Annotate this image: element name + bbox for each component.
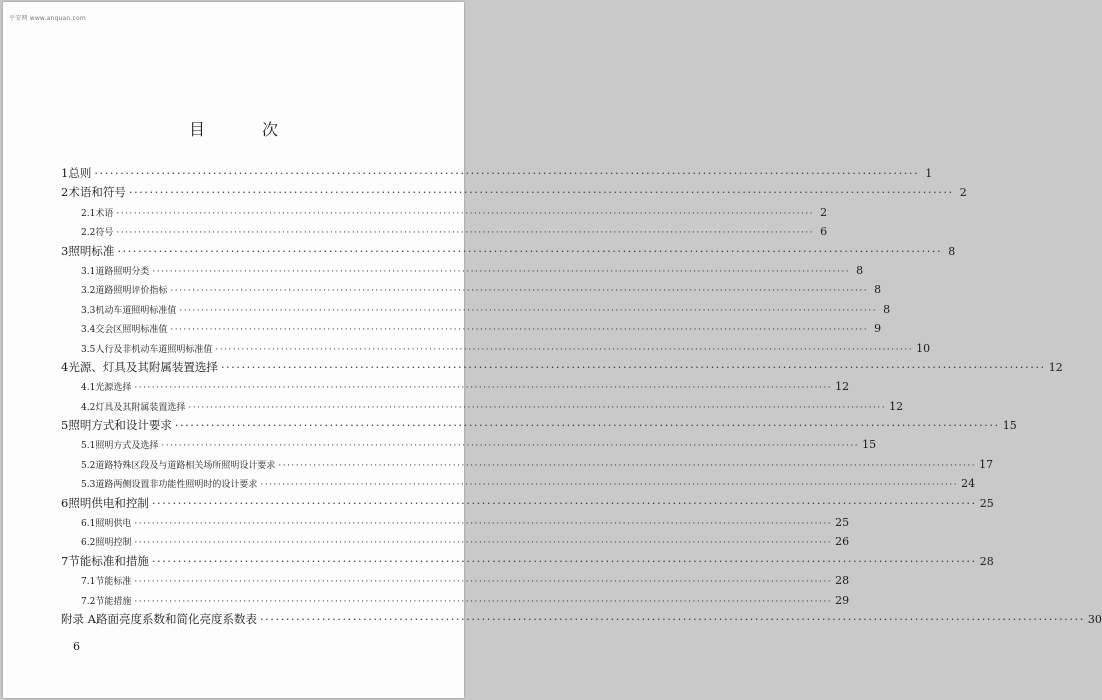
toc-entry-page: 8 [948,244,956,258]
toc-entry-number: 6.1 [81,519,96,530]
toc-entry[interactable] [61,377,850,396]
watermark-text: 平安网 www.anquan.com [9,15,86,22]
toc-entry-number: 7 [61,553,69,568]
toc-leader-dots: ································································································································································ [117,243,943,258]
toc-entry-number: 4.1 [81,383,96,394]
toc-entry[interactable] [61,591,850,610]
toc-entry[interactable] [61,455,994,474]
toc-leader-dots: ································································································································································ [151,495,977,510]
toc-entry-label: 道路两侧设置非功能性照明时的设计要求 [95,480,258,491]
toc-entry-label: 节能标准 [95,577,132,588]
toc-entry-page: 2 [959,186,967,200]
toc-entry-number: 6 [61,495,69,510]
toc-entry-page: 24 [961,477,976,491]
toc-entry-label: 节能标准和措施 [68,553,149,568]
toc-entry-page: 10 [916,341,931,355]
toc-leader-dots: ································································································································································ [152,266,851,277]
toc-entry[interactable] [61,397,904,416]
toc-entry-label: 光源选择 [95,383,132,394]
toc-leader-dots: ································································································································································ [94,166,920,180]
toc-entry-label: 光源、灯具及其附属装置选择 [68,359,218,374]
toc-entry-label: 总则 [68,166,92,180]
toc-entry-number: 3.3 [81,305,96,316]
toc-entry-number: 3.5 [81,344,96,355]
toc-entry-number: 附录 A [61,611,96,626]
toc-entry-number: 3 [61,243,69,258]
toc-leader-dots: ································································································································································ [134,577,833,588]
toc-entry[interactable] [61,532,850,551]
toc-leader-dots: ································································································································································ [260,480,959,491]
toc-entry-label: 照明标准 [68,243,115,258]
toc-entry-label: 道路照明分类 [95,266,150,277]
toc-entry[interactable] [61,610,1102,629]
toc-entry-number: 4.2 [81,402,96,413]
toc-entry-number: 3.2 [81,286,96,297]
toc-entry[interactable] [61,183,967,202]
toc-entry-page: 25 [835,516,850,530]
toc-entry[interactable] [61,164,933,183]
toc-entry-number: 2 [61,185,69,200]
toc-entry-page: 28 [979,554,994,568]
toc-entry[interactable] [61,222,828,241]
toc-leader-dots: ································································································································································ [170,286,869,297]
toc-entry-label: 路面亮度系数和简化亮度系数表 [95,611,257,626]
toc-leader-dots: ································································································································································ [134,538,833,549]
toc-entry-page: 12 [1048,360,1063,374]
page-title: 目 次 [188,120,305,139]
toc-leader-dots: ································································································································································ [128,185,954,200]
toc-entry-label: 道路照明评价指标 [95,286,168,297]
toc-entry-number: 3.4 [81,325,96,336]
toc-entry-label: 灯具及其附属装置选择 [95,402,186,413]
toc-entry-page: 15 [862,438,877,452]
toc-entry-number: 5.1 [81,441,96,452]
page-number: 6 [73,640,80,653]
toc-entry-page: 15 [1002,419,1017,433]
toc-entry-label: 照明供电和控制 [68,495,149,510]
toc-entry[interactable] [61,494,994,513]
toc-entry-label: 交会区照明标准值 [95,325,168,336]
toc-entry[interactable] [61,358,1063,377]
toc-entry-label: 术语和符号 [68,185,126,200]
toc-entry[interactable] [61,319,882,338]
toc-leader-dots: ································································································································································ [116,208,815,219]
toc-entry[interactable] [61,339,931,358]
toc-entry-number: 3.1 [81,266,96,277]
toc-entry-number: 4 [61,359,69,374]
toc-leader-dots: ································································································································································ [161,441,860,452]
toc-entry-page: 8 [883,302,891,316]
toc-leader-dots: ································································································································································ [134,383,833,394]
toc-entry-label: 照明控制 [95,538,132,549]
toc-entry[interactable] [61,242,956,261]
toc-entry[interactable] [61,513,850,532]
toc-leader-dots: ································································································································································ [151,553,977,568]
toc-entry-number: 7.2 [81,596,96,607]
toc-entry-page: 29 [835,593,850,607]
toc-entry-page: 17 [979,457,994,471]
toc-leader-dots: ································································································································································ [134,519,833,530]
toc-entry-label: 符号 [95,228,114,239]
toc-leader-dots: ································································································································································ [134,596,833,607]
toc-entry-label: 节能措施 [95,596,132,607]
toc-entry-label: 机动车道照明标准值 [95,305,177,316]
toc-entry[interactable] [61,261,864,280]
toc-entry-page: 1 [925,167,933,180]
toc-leader-dots: ································································································································································ [170,325,869,336]
toc-entry-page: 2 [820,205,828,219]
toc-entry[interactable] [61,300,891,319]
toc-entry-label: 人行及非机动车道照明标准值 [95,344,213,355]
toc-entry-page: 12 [835,380,850,394]
toc-entry-page: 8 [874,283,882,297]
toc-entry[interactable] [61,552,994,571]
toc-entry[interactable] [61,280,882,299]
toc-leader-dots: ································································································································································ [116,228,815,239]
toc-entry-number: 2.2 [81,228,96,239]
toc-leader-dots: ································································································································································ [179,305,878,316]
toc-entry-number: 5.3 [81,480,96,491]
toc-entry[interactable] [61,571,850,590]
toc-leader-dots: ································································································································································ [220,359,1046,374]
toc-entry-page: 6 [820,225,828,239]
toc-leader-dots: ································································································································································ [174,418,1000,433]
toc-entry-number: 1 [61,166,69,180]
table-of-contents [61,164,1102,629]
toc-leader-dots: ································································································································································ [278,460,977,471]
toc-leader-dots: ································································································································································ [259,611,1085,626]
toc-entry[interactable] [61,474,976,493]
toc-entry-page: 9 [874,322,882,336]
toc-entry-label: 照明供电 [95,519,132,530]
document-page [3,2,1102,698]
toc-entry-label: 照明方式和设计要求 [68,418,172,433]
toc-entry-number: 7.1 [81,577,96,588]
toc-leader-dots: ································································································································································ [215,344,914,355]
toc-leader-dots: ································································································································································ [188,402,887,413]
toc-entry-number: 6.2 [81,538,96,549]
toc-entry-page: 12 [889,399,904,413]
toc-entry-label: 道路特殊区段及与道路相关场所照明设计要求 [95,460,276,471]
toc-entry-label: 术语 [95,208,114,219]
toc-entry-number: 5 [61,418,69,433]
toc-entry[interactable] [61,203,828,222]
toc-entry-page: 28 [835,574,850,588]
toc-entry[interactable] [61,416,1017,435]
toc-entry-label: 照明方式及选择 [95,441,159,452]
toc-entry-page: 26 [835,535,850,549]
toc-entry-page: 8 [856,263,864,277]
toc-entry[interactable] [61,435,877,454]
toc-entry-number: 2.1 [81,208,96,219]
toc-entry-page: 25 [979,496,994,510]
toc-entry-number: 5.2 [81,460,96,471]
toc-entry-page: 30 [1087,612,1102,626]
